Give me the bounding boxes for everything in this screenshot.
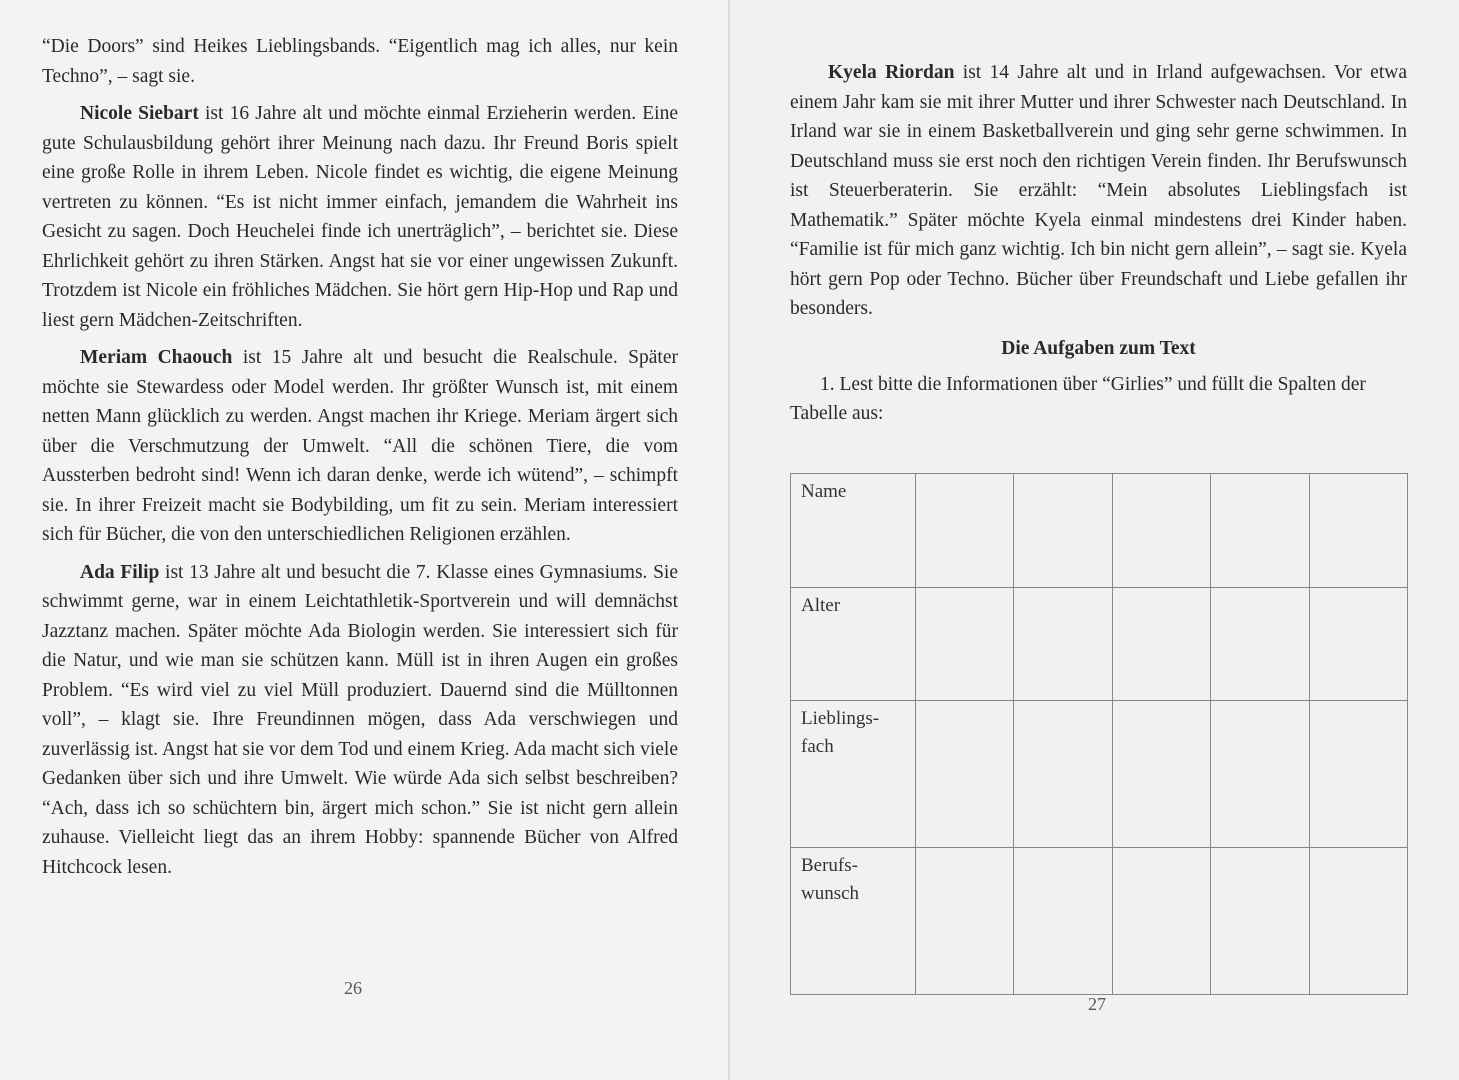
empty-answer-cell[interactable] xyxy=(1309,847,1407,994)
empty-answer-cell[interactable] xyxy=(916,847,1014,994)
page-number-right: 27 xyxy=(1088,994,1106,1014)
empty-answer-cell[interactable] xyxy=(916,474,1014,588)
empty-answer-cell[interactable] xyxy=(1014,847,1112,994)
table-row xyxy=(791,474,1408,588)
profile-paragraph-kyela xyxy=(790,58,1407,324)
profile-name: Nicole Siebart xyxy=(80,103,199,124)
intro-paragraph: “Die Doors” sind Heikes Lieblingsbands. “Eigentlich mag ich alles, nur kein Techno”, – sagt sie. xyxy=(42,36,678,87)
row-label: Name xyxy=(791,474,916,588)
profile-text: ist 14 Jahre alt und in Irland aufgewachsen. Vor etwa einem Jahr kam sie mit ihrer Mutter und ihrer Schwester nach Deutschland. In Irland war sie in einem Basketballverein und ging sehr gerne schwimmen. In Deutschland muss sie erst noch den richtigen Verein finden. Ihr Berufswunsch ist Steuerberaterin. Sie erzählt: “Mein absolutes Lieblingsfach ist Mathematik.” Später möchte Kyela einmal mindestens drei Kinder haben. “Familie ist für mich ganz wichtig. Ich bin nicht gern allein”, – sagt sie. Kyela hört gern Pop oder Techno. Bücher über Freundschaft und Liebe gefallen ihr besonders. xyxy=(790,62,1407,319)
row-label: Berufs-wunsch xyxy=(791,847,916,994)
profile-text: ist 13 Jahre alt und besucht die 7. Klasse eines Gymnasiums. Sie schwimmt gerne, war in einem Leichtathletik-Sportverein und will demnächst Jazztanz machen. Später möchte Ada Biologin werden. Sie interessiert sich für die Natur, und wie man sie schützen kann. Müll ist in ihren Augen ein großes Problem. “Es wird viel zu viel Müll produziert. Dauernd sind die Mülltonnen voll”, – klagt sie. Ihre Freundinnen mögen, dass Ada verschwiegen und zuverlässig ist. Angst hat sie vor dem Tod und einem Krieg. Ada macht sich viele Gedanken über sich und ihre Umwelt. Wie würde Ada sich selbst beschreiben? “Ach, dass ich so schüchtern bin, ärgert mich schon.” Sie ist nicht gern allein zuhause. Vielleicht liegt das an ihrem Hobby: spannende Bücher von Alfred Hitchcock lesen. xyxy=(42,561,678,878)
empty-answer-cell[interactable] xyxy=(1211,588,1309,700)
profile-text: ist 15 Jahre alt und besucht die Realschule. Später möchte sie Stewardess oder Model werden. Ihr größter Wunsch ist, mit einem netten Mann glücklich zu werden. Angst machen ihr Kriege. Meriam ärgert sich über die Verschmutzung der Umwelt. “All die schönen Tiere, die vom Aussterben bedroht sind! Wenn ich daran denke, werde ich wütend”, – schimpft sie. In ihrer Freizeit macht sie Bodybilding, um fit zu sein. Meriam interessiert sich für Bücher, die von den unterschiedlichen Religionen erzählen. xyxy=(42,347,678,545)
empty-answer-cell[interactable] xyxy=(1211,700,1309,847)
row-label: Lieblings-fach xyxy=(791,700,916,847)
empty-answer-cell[interactable] xyxy=(1211,847,1309,994)
page-number-left: 26 xyxy=(344,978,362,998)
empty-answer-cell[interactable] xyxy=(1309,700,1407,847)
empty-answer-cell[interactable] xyxy=(916,700,1014,847)
section-heading: Die Aufgaben zum Text xyxy=(1001,337,1196,359)
worksheet-table xyxy=(790,473,1408,995)
profile-name: Kyela Riordan xyxy=(828,62,955,83)
profile-name: Ada Filip xyxy=(80,561,160,583)
table-row xyxy=(791,847,1408,994)
table-row xyxy=(791,700,1408,847)
empty-answer-cell[interactable] xyxy=(1309,588,1407,700)
profile-text: ist 16 Jahre alt und möchte einmal Erzieherin werden. Eine gute Schulausbildung gehört ihrer Meinung nach dazu. Ihr Freund Boris spielt eine große Rolle in ihrem Leben. Nicole findet es wichtig, die eigene Meinung vertreten zu können. “Es ist nicht immer einfach, jemandem die Wahrheit ins Gesicht zu sagen. Doch Heuchelei finde ich unerträglich”, – berichtet sie. Diese Ehrlichkeit gehört zu ihren Stärken. Angst hat sie vor einer ungewissen Zukunft. Trotzdem ist Nicole ein fröhliches Mädchen. Sie hört gern Hip-Hop und Rap und liest gern Mädchen-Zeitschriften. xyxy=(42,103,678,331)
empty-answer-cell[interactable] xyxy=(1014,700,1112,847)
profile-paragraph-meriam xyxy=(42,343,678,550)
empty-answer-cell[interactable] xyxy=(916,588,1014,700)
empty-answer-cell[interactable] xyxy=(1112,474,1210,588)
empty-answer-cell[interactable] xyxy=(1112,847,1210,994)
row-label: Alter xyxy=(791,588,916,700)
empty-answer-cell[interactable] xyxy=(1014,474,1112,588)
profile-paragraph-nicole xyxy=(42,99,678,335)
profile-name: Meriam Chaouch xyxy=(80,347,233,368)
empty-answer-cell[interactable] xyxy=(1112,700,1210,847)
task-instruction: 1. Lest bitte die Informationen über “Girlies” und füllt die Spalten der Tabelle aus: xyxy=(790,373,1366,424)
profile-paragraph-ada xyxy=(42,558,678,883)
empty-answer-cell[interactable] xyxy=(1112,588,1210,700)
empty-answer-cell[interactable] xyxy=(1309,474,1407,588)
empty-answer-cell[interactable] xyxy=(1211,474,1309,588)
empty-answer-cell[interactable] xyxy=(1014,588,1112,700)
table-row xyxy=(791,588,1408,700)
